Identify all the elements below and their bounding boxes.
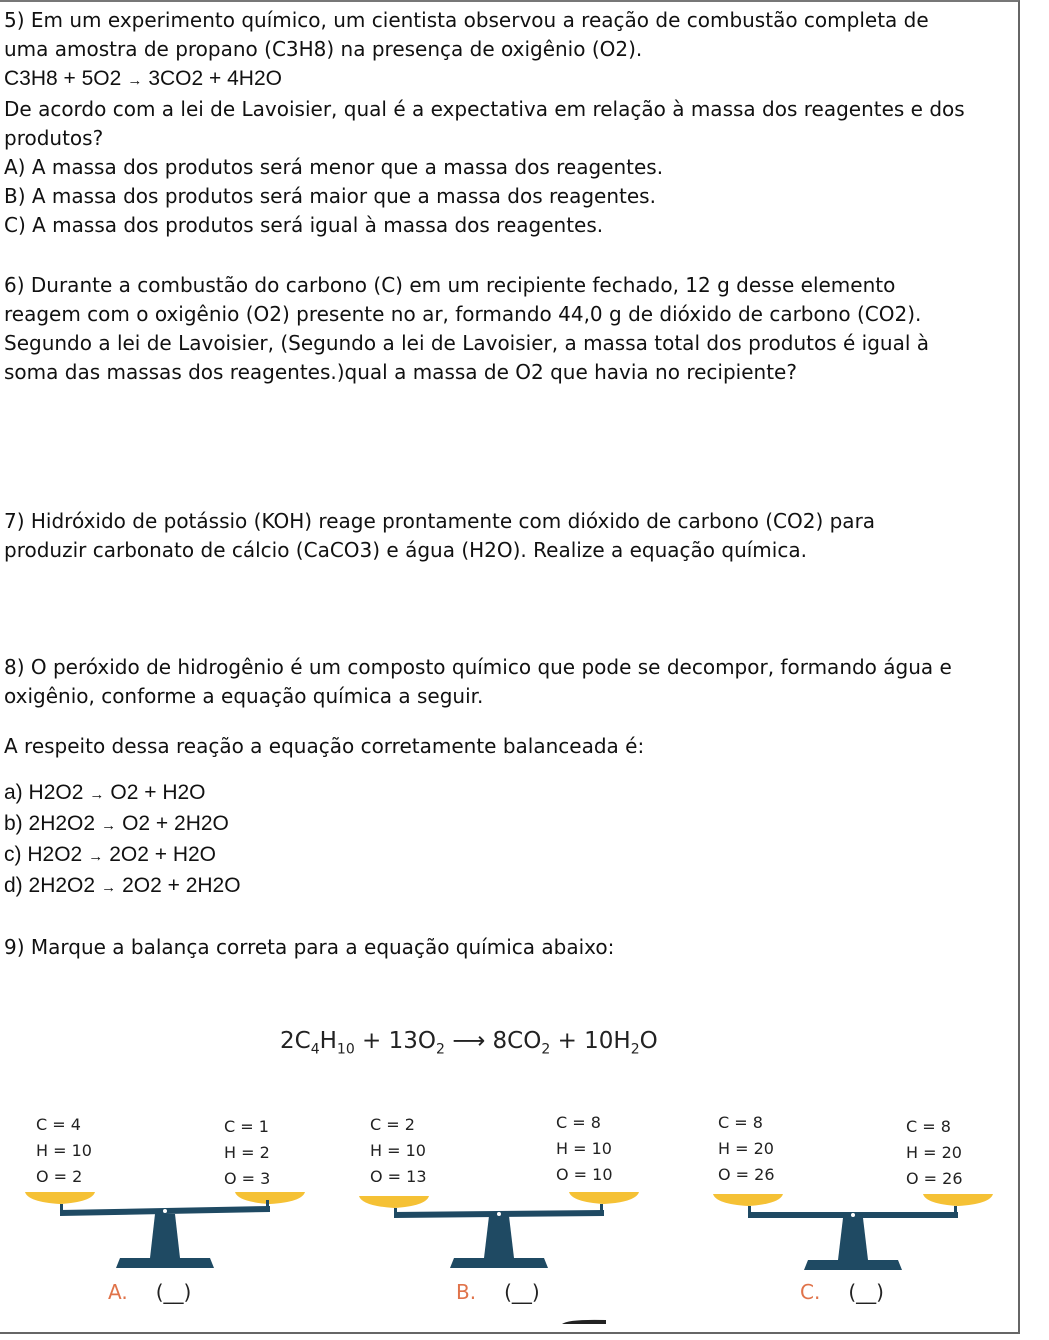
count: H = 10 [370, 1141, 426, 1160]
count: C = 8 [906, 1117, 951, 1136]
option-right: 2O2 + H2O [109, 843, 217, 866]
count: C = 1 [224, 1117, 269, 1136]
option-right: O2 + H2O [110, 781, 206, 804]
option-arrow: → [88, 848, 104, 865]
option-arrow: → [101, 817, 117, 834]
q8-option-d [4, 871, 1012, 902]
count: O = 10 [556, 1165, 613, 1184]
q5-eq-arrow: → [127, 72, 143, 89]
q5-equation [4, 64, 1012, 95]
answer-space-q6 [4, 387, 1012, 507]
scale-a-left-counts [36, 1112, 92, 1190]
option-right: O2 + 2H2O [122, 812, 229, 835]
q5-prompt-line-2: uma amostra de propano (C3H8) na presença de oxigênio (O2). [4, 37, 643, 61]
question-5 [4, 6, 1012, 240]
choice-blank[interactable]: (__) [504, 1280, 540, 1304]
choice-blank[interactable]: (__) [848, 1280, 884, 1304]
scale-c-balance-icon [708, 1190, 998, 1280]
q5-question-line-1: De acordo com a lei de Lavoisier, qual é a expectativa em relação à massa dos reagentes e dos [4, 97, 965, 121]
q9-prompt: 9) Marque a balança correta para a equação química abaixo: [4, 935, 615, 959]
q8-line-2: oxigênio, conforme a equação química a seguir. [4, 684, 484, 708]
option-left: H2O2 [28, 781, 84, 804]
q5-eq-left: C3H8 + 5O2 [4, 67, 122, 90]
count: H = 20 [718, 1139, 774, 1158]
count: O = 2 [36, 1167, 83, 1186]
q8-line-3: A respeito dessa reação a equação corretamente balanceada é: [4, 734, 645, 758]
count: C = 4 [36, 1115, 81, 1134]
rxn-part: 8CO [485, 1028, 542, 1054]
answer-space-q7 [4, 565, 1012, 653]
rxn-part: + 10H [550, 1028, 631, 1054]
count: C = 8 [718, 1113, 763, 1132]
rxn-part: 2C [280, 1028, 311, 1054]
count: C = 8 [556, 1113, 601, 1132]
q7-line-1: 7) Hidróxido de potássio (KOH) reage prontamente com dióxido de carbono (CO2) para [4, 509, 876, 533]
count: C = 2 [370, 1115, 415, 1134]
choice-blank[interactable]: (__) [155, 1280, 192, 1304]
option-left: 2H2O2 [28, 812, 96, 835]
option-arrow: → [89, 786, 105, 803]
option-left: 2H2O2 [28, 874, 96, 897]
q5-question-line-2: produtos? [4, 126, 104, 150]
option-label: d) [4, 874, 23, 897]
count: O = 26 [906, 1169, 963, 1188]
q7-line-2: produzir carbonato de cálcio (CaCO3) e água (H2O). Realize a equação química. [4, 538, 807, 562]
option-arrow: → [101, 879, 117, 896]
q8-option-c [4, 840, 1012, 871]
scale-c-right-counts [906, 1114, 963, 1192]
q6-line-2: reagem com o oxigênio (O2) presente no ar, formando 44,0 g de dióxido de carbono (CO2). [4, 302, 922, 326]
option-left: H2O2 [27, 843, 83, 866]
question-8 [4, 653, 1012, 902]
rxn-sub: 2 [436, 1041, 445, 1058]
question-6 [4, 271, 1012, 387]
rxn-sub: 2 [630, 1041, 640, 1058]
q5-eq-right: 3CO2 + 4H2O [148, 67, 282, 90]
rxn-part: + 13O [354, 1028, 437, 1054]
q6-line-1: 6) Durante a combustão do carbono (C) em um recipiente fechado, 12 g desse elemento [4, 273, 896, 297]
q9-reaction-equation [280, 1028, 658, 1058]
q5-option-a: A) A massa dos produtos será menor que a massa dos reagentes. [4, 155, 664, 179]
scale-b-balance-icon [354, 1188, 644, 1278]
count: O = 26 [718, 1165, 775, 1184]
count: H = 10 [36, 1141, 92, 1160]
rxn-part: O [639, 1028, 658, 1054]
scale-c-left-counts [718, 1110, 775, 1188]
q5-option-c: C) A massa dos produtos será igual à massa dos reagentes. [4, 213, 604, 237]
scale-b-choice[interactable] [456, 1280, 540, 1304]
rxn-arrow: ⟶ [452, 1028, 486, 1054]
question-7 [4, 507, 1012, 565]
q8-line-1: 8) O peróxido de hidrogênio é um composto químico que pode se decompor, formando água e [4, 655, 952, 679]
scale-b-right-counts [556, 1110, 613, 1188]
count: H = 2 [224, 1143, 270, 1162]
scale-b-left-counts [370, 1112, 427, 1190]
count: O = 3 [224, 1169, 271, 1188]
q8-option-b [4, 809, 1012, 840]
q5-prompt-line-1: 5) Em um experimento químico, um cientista observou a reação de combustão completa de [4, 8, 929, 32]
option-right: 2O2 + 2H2O [122, 874, 241, 897]
choice-letter: B. [456, 1280, 477, 1304]
rxn-sub: 2 [541, 1041, 551, 1058]
count: H = 10 [556, 1139, 612, 1158]
choice-letter: C. [800, 1280, 821, 1304]
count: O = 13 [370, 1167, 427, 1186]
choice-letter: A. [108, 1280, 128, 1304]
rxn-sub: 10 [336, 1041, 355, 1058]
question-9 [4, 933, 1012, 962]
scale-a-right-counts [224, 1114, 270, 1192]
scale-a-balance-icon [20, 1188, 310, 1278]
q6-line-3: Segundo a lei de Lavoisier, (Segundo a lei de Lavoisier, a massa total dos produtos é igual à [4, 331, 930, 355]
scale-c-choice[interactable] [800, 1280, 884, 1304]
rxn-sub: 4 [310, 1041, 320, 1058]
q8-option-a [4, 778, 1012, 809]
document-body [4, 6, 1012, 962]
page-edge-mark [560, 1318, 610, 1326]
rxn-part: H [319, 1028, 337, 1054]
q5-option-b: B) A massa dos produtos será maior que a massa dos reagentes. [4, 184, 656, 208]
option-label: b) [4, 812, 23, 835]
scale-a-choice[interactable] [108, 1280, 191, 1304]
q6-line-4: soma das massas dos reagentes.)qual a massa de O2 que havia no recipiente? [4, 360, 797, 384]
option-label: a) [4, 781, 23, 804]
option-label: c) [4, 843, 22, 866]
count: H = 20 [906, 1143, 962, 1162]
